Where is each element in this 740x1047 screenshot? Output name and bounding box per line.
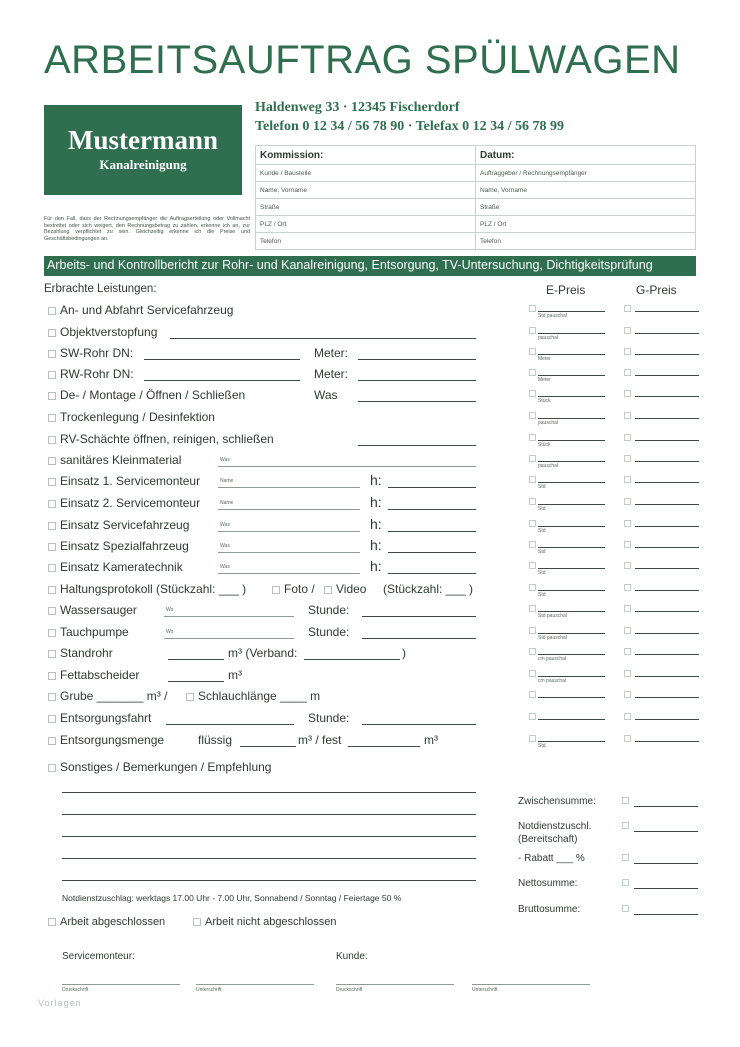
total-price-line[interactable] [635, 354, 699, 355]
service-row-wassersauger [48, 603, 137, 617]
unit-hint: Std pauschal [538, 313, 567, 319]
input-line[interactable] [348, 746, 420, 747]
service-row-rw-rohr [48, 367, 134, 381]
stunde-label: Stunde: [308, 603, 350, 617]
checkbox[interactable] [48, 715, 56, 723]
checkbox[interactable] [529, 691, 536, 698]
service-label: Trockenlegung / Desinfektion [60, 410, 215, 424]
option-label: Foto / [284, 582, 315, 596]
unterschrift-label: Unterschrift [472, 987, 498, 993]
option-label: Video [336, 582, 367, 596]
checkbox[interactable] [624, 476, 631, 483]
total-price-line[interactable] [635, 590, 699, 591]
input-line[interactable] [388, 509, 476, 510]
checkbox[interactable] [529, 327, 536, 334]
checkbox[interactable] [529, 498, 536, 505]
field-hint: Wo [166, 607, 174, 613]
field-hint: Was [220, 522, 230, 528]
checkbox[interactable] [624, 520, 631, 527]
service-label: SW-Rohr DN: [60, 346, 134, 360]
checkbox[interactable] [529, 735, 536, 742]
checkbox[interactable] [622, 854, 629, 861]
total-price-line[interactable] [635, 547, 699, 548]
checkbox[interactable] [272, 586, 280, 594]
emergency-label-2: (Bereitschaft) [518, 834, 578, 845]
input-line[interactable] [358, 380, 476, 381]
checkbox[interactable] [529, 584, 536, 591]
input-line[interactable] [388, 487, 476, 488]
unit-price-line[interactable] [538, 461, 605, 462]
checkbox[interactable] [624, 627, 631, 634]
meter-label: Meter: [314, 346, 349, 360]
meter-label: Meter: [314, 367, 349, 381]
service-label: Einsatz Spezialfahrzeug [60, 539, 189, 553]
total-price-line[interactable] [635, 440, 699, 441]
gross-total-line[interactable] [634, 914, 698, 915]
m3-label: m³ [424, 733, 438, 747]
input-line[interactable] [218, 487, 360, 488]
checkbox[interactable] [48, 457, 56, 465]
checkbox[interactable] [529, 670, 536, 677]
field-name-right[interactable]: Name, Vorname [476, 182, 696, 199]
option-label: Arbeit abgeschlossen [60, 916, 166, 928]
service-row-servicemonteur-2 [48, 496, 200, 510]
unit-hint: Std [538, 506, 546, 512]
checkbox[interactable] [622, 905, 629, 912]
signature-line[interactable] [62, 984, 180, 985]
checkbox[interactable] [48, 478, 56, 486]
fest-label: m³ / fest [298, 733, 342, 747]
stunde-label: Stunde: [308, 711, 350, 725]
foto-option [272, 582, 315, 596]
checkbox[interactable] [48, 543, 56, 551]
unit-price-line[interactable] [538, 611, 605, 612]
unit-hint: Std [538, 528, 546, 534]
checkbox[interactable] [48, 371, 56, 379]
total-price-line[interactable] [635, 504, 699, 505]
service-row-tauchpumpe [48, 625, 129, 639]
service-row-entsorgungsfahrt [48, 711, 151, 725]
input-line[interactable] [362, 724, 476, 725]
total-price-line[interactable] [635, 461, 699, 462]
service-row-standrohr [48, 646, 113, 660]
input-line[interactable] [388, 552, 476, 553]
unit-price-line[interactable] [538, 354, 605, 355]
service-row-grube [48, 689, 167, 703]
checkbox[interactable] [529, 390, 536, 397]
unit-hint: pauschal [538, 463, 559, 469]
total-price-line[interactable] [635, 719, 699, 720]
video-count-label: (Stückzahl: ___ ) [383, 582, 474, 596]
service-row-spezialfahrzeug [48, 539, 189, 553]
checkbox[interactable] [529, 455, 536, 462]
service-label: Entsorgungsfahrt [60, 711, 152, 725]
checkbox[interactable] [624, 541, 631, 548]
verband-label: m³ (Verband: [228, 646, 298, 660]
service-label: Standrohr [60, 646, 113, 660]
checkbox[interactable] [48, 392, 56, 400]
checkbox[interactable] [48, 564, 56, 572]
hours-label: h: [370, 516, 382, 532]
checkbox[interactable] [529, 605, 536, 612]
service-row-kleinmaterial [48, 453, 181, 467]
input-line[interactable] [240, 746, 296, 747]
watermark: Vorlagen [38, 998, 82, 1008]
druckschrift-label: Druckschrift [336, 987, 363, 993]
service-row-rv-schaechte [48, 432, 274, 446]
checkbox[interactable] [624, 412, 631, 419]
total-price-line[interactable] [635, 697, 699, 698]
subtotal-label: Zwischensumme: [518, 796, 596, 807]
unit-price-line[interactable] [538, 418, 605, 419]
service-label: Objektverstopfung [60, 325, 158, 339]
input-line[interactable] [362, 638, 476, 639]
page-title: ARBEITSAUFTRAG SPÜLWAGEN [44, 38, 681, 82]
unit-price-line[interactable] [538, 311, 605, 312]
service-label: Haltungsprotokoll (Stückzahl: ___ ) [60, 582, 247, 596]
unit-hint: pauschal [538, 335, 559, 341]
unterschrift-label: Unterschrift [196, 987, 222, 993]
unit-hint: Std [538, 743, 546, 749]
service-label: Wassersauger [60, 603, 137, 617]
option-label: Schlauchlänge ____ m [198, 689, 321, 703]
subtotal-line[interactable] [634, 806, 698, 807]
checkbox[interactable] [624, 369, 631, 376]
service-row-sw-rohr [48, 346, 133, 360]
field-hint: Wo [166, 629, 174, 635]
field-hint: Was [220, 543, 230, 549]
unit-hint: Std [538, 484, 546, 490]
remarks-line[interactable] [62, 814, 476, 815]
field-hint: Was [220, 564, 230, 570]
total-price-line[interactable] [635, 633, 699, 634]
report-title-bar: Arbeits- und Kontrollbericht zur Rohr- und Kanalreinigung, Entsorgung, TV-Untersuchung, Dichtigkeitsprüfung [44, 256, 696, 276]
checkbox[interactable] [48, 650, 56, 658]
input-line[interactable] [218, 573, 360, 574]
service-label: sanitäres Kleinmaterial [60, 453, 182, 467]
service-row-servicefahrzeug [48, 518, 189, 532]
checkbox[interactable] [529, 713, 536, 720]
signature-line[interactable] [196, 984, 314, 985]
input-line[interactable] [164, 638, 294, 639]
unit-hint: pauschal [538, 420, 559, 426]
input-line[interactable] [170, 338, 476, 339]
checkbox[interactable] [624, 605, 631, 612]
service-label: Entsorgungsmenge [60, 733, 165, 747]
checkbox[interactable] [48, 329, 56, 337]
input-line[interactable] [168, 681, 224, 682]
unit-hint: cm pauschal [538, 678, 567, 684]
m3-label: m³ [228, 668, 242, 682]
checkbox[interactable] [48, 586, 56, 594]
verband-close: ) [402, 646, 406, 660]
checkbox[interactable] [529, 648, 536, 655]
checkbox[interactable] [529, 305, 536, 312]
total-price-header: G-Preis [636, 283, 677, 297]
unit-hint: Meter [538, 377, 551, 383]
discount-line[interactable] [634, 863, 698, 864]
checkbox[interactable] [624, 584, 631, 591]
service-row-haltungsprotokoll [48, 582, 246, 596]
input-line[interactable] [164, 616, 294, 617]
service-row-objektverstopfung [48, 325, 157, 339]
service-label: RW-Rohr DN: [60, 367, 134, 381]
unit-price-line[interactable] [538, 741, 605, 742]
signature-line[interactable] [336, 984, 454, 985]
notdienst-note: Notdienstzuschlag: werktags 17.00 Uhr - 7.00 Uhr, Sonnabend / Sonntag / Feiertage 50 % [62, 893, 402, 903]
remarks-line[interactable] [62, 792, 476, 793]
checkbox[interactable] [193, 918, 201, 926]
unit-price-line[interactable] [538, 547, 605, 548]
unit-price-line[interactable] [538, 504, 605, 505]
unit-hint: Stück [538, 442, 551, 448]
total-price-line[interactable] [635, 311, 699, 312]
service-label: Grube _______ m³ / [60, 689, 168, 703]
disclaimer-text: Für den Fall, dass der Rechnungsempfänger die Auftragserteilung oder Vollmacht bestreitet oder sich weigert, den Rechnungsbetrag zu zahlen, erkenne ich an, zur Bezahlung verpflichtet zu sein. Gleichzeitig erkenne ich die Preise und Geschäftsbedingungen an. [44, 216, 250, 242]
service-label: De- / Montage / Öffnen / Schließen [60, 388, 246, 402]
checkbox[interactable] [48, 629, 56, 637]
kunde-label: Kunde: [336, 951, 368, 962]
total-price-line[interactable] [635, 676, 699, 677]
checkbox[interactable] [48, 350, 56, 358]
checkbox[interactable] [624, 562, 631, 569]
field-phone-left[interactable]: Telefon [256, 233, 476, 250]
checkbox[interactable] [186, 693, 194, 701]
emergency-line[interactable] [634, 831, 698, 832]
service-label: Tauchpumpe [60, 625, 129, 639]
checkbox[interactable] [529, 369, 536, 376]
commission-table [255, 145, 696, 250]
unit-price-line[interactable] [538, 440, 605, 441]
checkbox[interactable] [622, 879, 629, 886]
gross-total-label: Bruttosumme: [518, 904, 581, 915]
service-label: Einsatz Kameratechnik [60, 560, 183, 574]
checkbox[interactable] [622, 797, 629, 804]
unit-price-line[interactable] [538, 676, 605, 677]
input-line[interactable] [218, 466, 476, 467]
logo-subtitle: Kanalreinigung [99, 157, 187, 172]
net-total-line[interactable] [634, 888, 698, 889]
input-line[interactable] [168, 659, 224, 660]
unit-hint: Std pauschal [538, 635, 567, 641]
total-price-line[interactable] [635, 482, 699, 483]
input-line[interactable] [218, 531, 360, 532]
service-label: RV-Schächte öffnen, reinigen, schließen [60, 432, 274, 446]
druckschrift-label: Druckschrift [62, 987, 89, 993]
hours-label: h: [370, 558, 382, 574]
net-total-label: Nettosumme: [518, 878, 578, 889]
discount-label: - Rabatt ___ % [518, 853, 585, 864]
remarks-line[interactable] [62, 880, 476, 881]
service-row-kameratechnik [48, 560, 183, 574]
unit-price-line[interactable] [538, 526, 605, 527]
checkbox[interactable] [624, 390, 631, 397]
field-street-right[interactable]: Straße [476, 199, 696, 216]
input-line[interactable] [304, 659, 400, 660]
hours-label: h: [370, 472, 382, 488]
unit-hint: Std [538, 570, 546, 576]
field-hint: Name [220, 500, 234, 506]
service-row-trockenlegung [48, 410, 215, 424]
emergency-label: Notdienstzuschl. [518, 821, 592, 832]
field-hint: Was [220, 457, 230, 463]
checkbox[interactable] [529, 476, 536, 483]
service-row-entsorgungsmenge [48, 733, 164, 747]
checkbox[interactable] [48, 737, 56, 745]
checkbox[interactable] [529, 348, 536, 355]
input-line[interactable] [388, 531, 476, 532]
service-label: Einsatz 1. Servicemonteur [60, 474, 201, 488]
schlauchlaenge-option [186, 689, 320, 703]
unit-hint: Std pauschal [538, 613, 567, 619]
checkbox[interactable] [624, 713, 631, 720]
input-line[interactable] [358, 359, 476, 360]
fluessig-label: flüssig [198, 733, 233, 747]
checkbox[interactable] [624, 455, 631, 462]
unit-price-line[interactable] [538, 633, 605, 634]
field-plz-left[interactable]: PLZ / Ort [256, 216, 476, 233]
total-price-line[interactable] [635, 418, 699, 419]
checkbox[interactable] [624, 648, 631, 655]
hours-label: h: [370, 494, 382, 510]
checkbox[interactable] [48, 693, 56, 701]
unit-price-line[interactable] [538, 375, 605, 376]
total-price-line[interactable] [635, 526, 699, 527]
checkbox[interactable] [624, 691, 631, 698]
checkbox[interactable] [624, 348, 631, 355]
service-row-sonstiges [48, 760, 271, 774]
address-line-1: Haldenweg 33 · 12345 Fischerdorf [255, 100, 460, 115]
unit-price-line[interactable] [538, 568, 605, 569]
unit-hint: Meter [538, 356, 551, 362]
video-option [324, 582, 366, 596]
checkbox[interactable] [48, 607, 56, 615]
services-label: Erbrachte Leistungen: [44, 283, 157, 295]
unit-hint: Std [538, 592, 546, 598]
checkbox[interactable] [48, 307, 56, 315]
service-label: Einsatz Servicefahrzeug [60, 518, 190, 532]
unit-price-line[interactable] [538, 654, 605, 655]
total-price-line[interactable] [635, 568, 699, 569]
total-price-line[interactable] [635, 654, 699, 655]
unit-price-line[interactable] [538, 719, 605, 720]
unit-price-line[interactable] [538, 333, 605, 334]
checkbox[interactable] [624, 434, 631, 441]
checkbox[interactable] [529, 541, 536, 548]
field-hint: Name [220, 478, 234, 484]
checkbox[interactable] [624, 670, 631, 677]
checkbox[interactable] [529, 627, 536, 634]
total-price-line[interactable] [635, 611, 699, 612]
work-completed-option [48, 916, 165, 928]
unit-price-line[interactable] [538, 396, 605, 397]
input-line[interactable] [218, 552, 360, 553]
field-plz-right[interactable]: PLZ / Ort [476, 216, 696, 233]
service-row-fettabscheider [48, 668, 139, 682]
checkbox[interactable] [529, 412, 536, 419]
field-phone-right[interactable]: Telefon [476, 233, 696, 250]
checkbox[interactable] [48, 500, 56, 508]
service-row-anfahrt [48, 303, 233, 317]
unit-hint: cm pauschal [538, 656, 567, 662]
service-label: An- und Abfahrt Servicefahrzeug [60, 303, 234, 317]
field-street-left[interactable]: Straße [256, 199, 476, 216]
input-line[interactable] [362, 616, 476, 617]
checkbox[interactable] [48, 764, 56, 772]
servicemonteur-label: Servicemonteur: [62, 951, 135, 962]
field-kunde-baustelle[interactable]: Kunde / Baustelle [256, 165, 476, 182]
checkbox[interactable] [624, 735, 631, 742]
checkbox[interactable] [529, 520, 536, 527]
option-label: Arbeit nicht abgeschlossen [205, 916, 337, 928]
unit-hint: Std [538, 549, 546, 555]
checkbox[interactable] [529, 562, 536, 569]
service-label: Einsatz 2. Servicemonteur [60, 496, 201, 510]
total-price-line[interactable] [635, 741, 699, 742]
was-label: Was [314, 388, 338, 402]
checkbox[interactable] [48, 522, 56, 530]
logo-name: Mustermann [68, 125, 218, 155]
input-line[interactable] [358, 445, 476, 446]
total-price-line[interactable] [635, 333, 699, 334]
checkbox[interactable] [624, 498, 631, 505]
checkbox[interactable] [48, 918, 56, 926]
input-line[interactable] [358, 401, 476, 402]
checkbox[interactable] [622, 822, 629, 829]
remarks-line[interactable] [62, 836, 476, 837]
total-price-line[interactable] [635, 396, 699, 397]
checkbox[interactable] [48, 436, 56, 444]
input-line[interactable] [144, 359, 300, 360]
input-line[interactable] [144, 380, 300, 381]
unit-price-line[interactable] [538, 590, 605, 591]
checkbox[interactable] [48, 672, 56, 680]
service-label: Sonstiges / Bemerkungen / Empfehlung [60, 760, 272, 774]
checkbox[interactable] [529, 434, 536, 441]
input-line[interactable] [388, 573, 476, 574]
checkbox[interactable] [324, 586, 332, 594]
checkbox[interactable] [624, 327, 631, 334]
service-row-servicemonteur-1 [48, 474, 200, 488]
total-price-line[interactable] [635, 375, 699, 376]
unit-price-line[interactable] [538, 697, 605, 698]
hours-label: h: [370, 537, 382, 553]
unit-hint: Stück [538, 398, 551, 404]
input-line[interactable] [166, 724, 294, 725]
work-not-completed-option [193, 916, 336, 928]
unit-price-header: E-Preis [546, 283, 586, 297]
date-header[interactable]: Datum: [476, 146, 696, 165]
service-row-montage [48, 388, 245, 402]
checkbox[interactable] [624, 305, 631, 312]
commission-header: Kommission: [256, 146, 476, 165]
input-line[interactable] [218, 509, 360, 510]
field-name-left[interactable]: Name, Vorname [256, 182, 476, 199]
signature-line[interactable] [472, 984, 590, 985]
checkbox[interactable] [48, 414, 56, 422]
service-label: Fettabscheider [60, 668, 140, 682]
remarks-line[interactable] [62, 858, 476, 859]
unit-price-line[interactable] [538, 482, 605, 483]
stunde-label: Stunde: [308, 625, 350, 639]
field-auftraggeber[interactable]: Auftraggeber / Rechnungsempfänger [476, 165, 696, 182]
address-line-2: Telefon 0 12 34 / 56 78 90 · Telefax 0 12 34 / 56 78 99 [255, 119, 565, 134]
company-logo [44, 105, 242, 195]
